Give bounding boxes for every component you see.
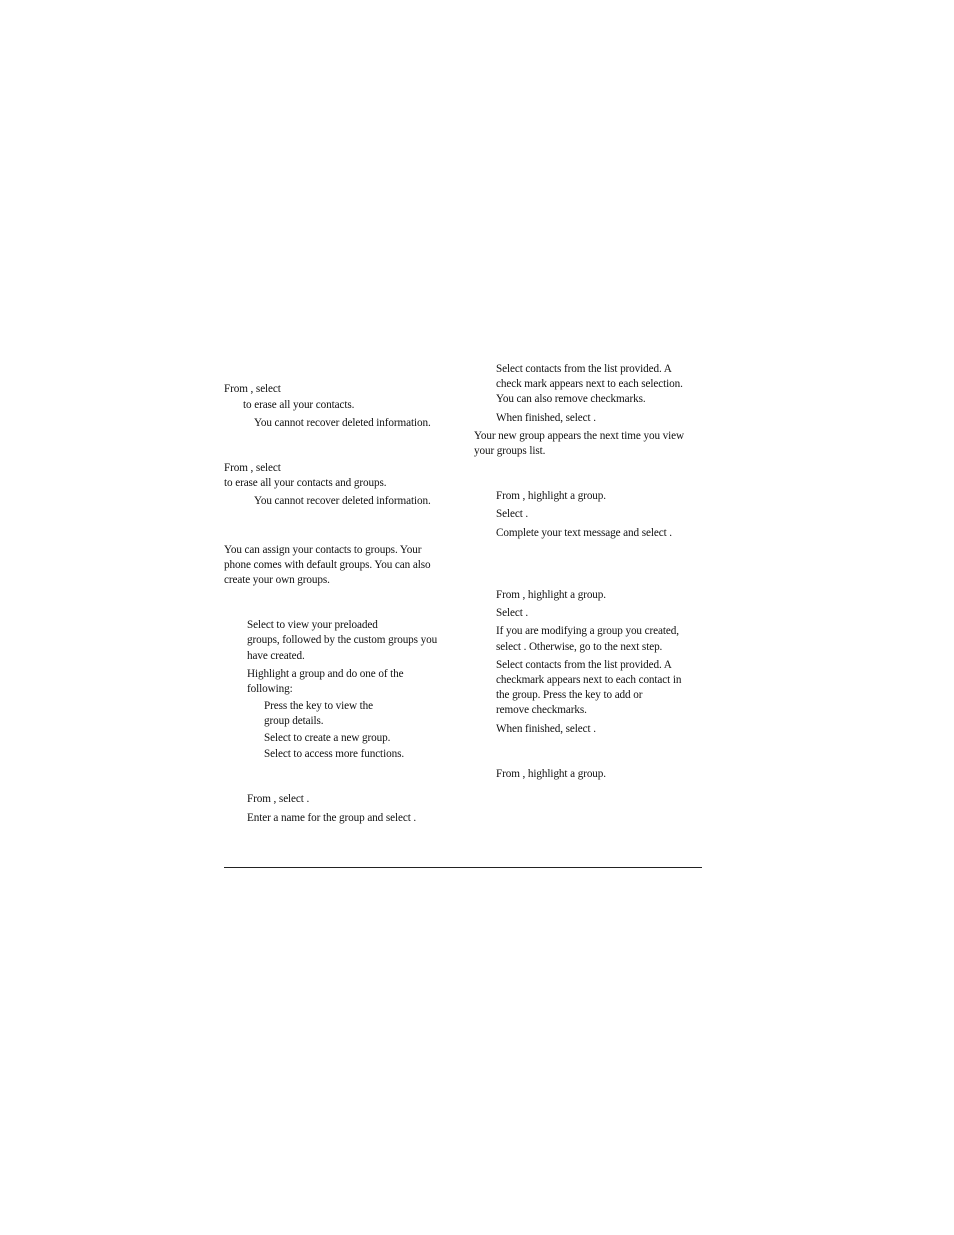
- create-group-step3-cont: check mark appears next to each selection.: [496, 378, 683, 390]
- create-group-result: Your new group appears the next time you view: [474, 430, 684, 442]
- edit-group-step4-cont: checkmark appears next to each contact in: [496, 674, 682, 686]
- view-groups-step1-cont: have created.: [247, 650, 305, 662]
- edit-group-step1: From , highlight a group.: [496, 589, 606, 601]
- view-groups-step1-cont: groups, followed by the custom groups you: [247, 634, 438, 646]
- footer-divider: [224, 867, 702, 868]
- view-groups-option-cont: group details.: [264, 715, 324, 727]
- erase-contacts-warning: You cannot recover deleted information.: [254, 417, 431, 429]
- groups-intro-line: create your own groups.: [224, 574, 330, 586]
- edit-group-step3: If you are modifying a group you created,: [496, 625, 679, 637]
- create-group-step4: When finished, select .: [496, 412, 596, 424]
- create-group-step3: Select contacts from the list provided. A: [496, 363, 672, 375]
- edit-group-step3-cont: select . Otherwise, go to the next step.: [496, 641, 663, 653]
- view-groups-option: Select to create a new group.: [264, 732, 391, 744]
- send-message-step1: From , highlight a group.: [496, 490, 606, 502]
- create-group-step2: Enter a name for the group and select .: [247, 812, 417, 824]
- view-groups-step1: Select to view your preloaded: [247, 619, 378, 631]
- edit-group-step4-cont: the group. Press the key to add or: [496, 689, 643, 701]
- groups-intro-line: You can assign your contacts to groups. Your: [224, 544, 422, 556]
- delete-group-step1: From , highlight a group.: [496, 768, 606, 780]
- erase-contacts-step-cont: to erase all your contacts.: [243, 399, 355, 411]
- edit-group-step5: When finished, select .: [496, 723, 596, 735]
- view-groups-step2: Highlight a group and do one of the: [247, 668, 404, 680]
- erase-contacts-step: From , select: [224, 383, 281, 395]
- erase-all-step: From , select: [224, 462, 281, 474]
- create-group-step1: From , select .: [247, 793, 310, 805]
- edit-group-step2: Select .: [496, 607, 529, 619]
- erase-all-step-cont: to erase all your contacts and groups.: [224, 477, 387, 489]
- send-message-step3: Complete your text message and select .: [496, 527, 672, 539]
- view-groups-option: Press the key to view the: [264, 700, 374, 712]
- view-groups-step2-cont: following:: [247, 683, 293, 695]
- create-group-step3-cont: You can also remove checkmarks.: [496, 393, 646, 405]
- groups-intro-line: phone comes with default groups. You can also: [224, 559, 431, 571]
- erase-all-warning: You cannot recover deleted information.: [254, 495, 431, 507]
- create-group-result-cont: your groups list.: [474, 445, 546, 457]
- edit-group-step4: Select contacts from the list provided. A: [496, 659, 672, 671]
- view-groups-option: Select to access more functions.: [264, 748, 405, 760]
- edit-group-step4-cont: remove checkmarks.: [496, 704, 587, 716]
- send-message-step2: Select .: [496, 508, 529, 520]
